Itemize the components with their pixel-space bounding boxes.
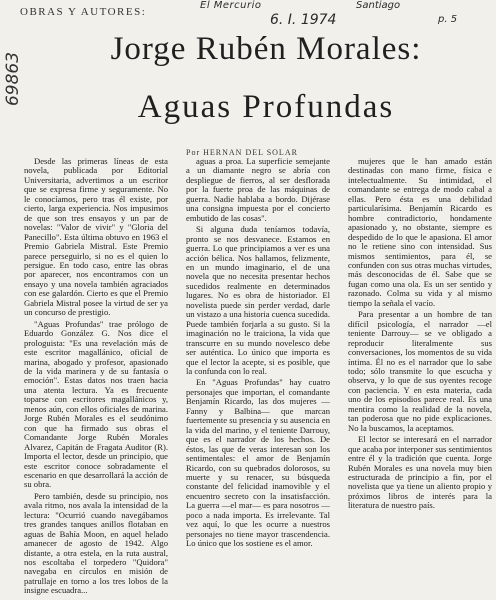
handwritten-newspaper-name: El Mercurio xyxy=(200,0,262,11)
article-column-3 xyxy=(348,157,492,598)
article-column-2 xyxy=(186,157,330,598)
paragraph: Para presentar a un hombre de tan difícil psicología, el narrador —el teniente Darrouy— se ve obligado a reproducir literalmente sus conversaciones, los momentos de su vida íntima. Él no es el narrador que lo sabe todo; sólo transmite lo que escucha y observa, y lo que de sus oyentes recoge con paciencia. Y en esta materia, cada uno de los episodios parece real. Es una mentira como la realidad de la novela, tan poderosa que no pide explicaciones. No la buscamos, la aceptamos. xyxy=(348,309,492,433)
paragraph: aguas a proa. La superficie semejante a un diamante negro se abría con despliegue de fierros, al ser desflorada por la fuerte proa de las máquinas de guerra. Nadie hablaba a bordo. Dijérase una consigna impuesta por el concierto embutido de las cosas". xyxy=(186,157,330,223)
article-title-line1: Jorge Rubén Morales: xyxy=(110,31,422,67)
paragraph: Desde las primeras líneas de esta novela, publicada por Editorial Universitaria, advertimos a un escritor que se expresa firme y seguramente. No le conocíamos, pero tras él existe, por cierto, larga experiencia. Nos impusimos de que son tres ensayos y un par de novelas: "Valor de vivir" y "Gloria del Panecillo". Esta última obtuvo en 1963 el Premio Gabriela Mistral. Este Premio parece perseguirlo, si no es el quien lo persigue. En todo caso, entre las obras por aparecer, nos encontramos con un ensayo y una novela también agraciados con ese galardón. Cierto es que el Premio Gabriela Mistral posee la virtud de ser ya un concurso de prestigio. xyxy=(24,157,168,318)
section-heading: OBRAS Y AUTORES: xyxy=(20,6,147,18)
handwritten-date: 6. I. 1974 xyxy=(270,12,337,28)
handwritten-page-number: p. 5 xyxy=(438,14,458,25)
paragraph: En "Aguas Profundas" hay cuatro personajes que importan, el comandante Benjamín Ricardo, las dos mujeres —Fanny y Balbina— que marcan fuertemente su presencia y su ausencia en la vida del marino, y el teniente Darrouy, que es el narrador de los hechos. De éstos, las que de veras interesan son los sentimentales: el amor de Benjamín Ricardo, con su quebrados dolorosos, su muerte y su renacer, su búsqueda constante del felicidad inamovible y el encuentro secreto con la insatisfacción. La guerra —el mar— es para nosotros —poco a nada importa. Es irrelevante. Tal vez aquí, lo que les ocurre a nuestros personajes no tiene mayor trascendencia. Lo único que los sostiene es el amor. xyxy=(186,377,330,549)
paragraph: Si alguna duda teníamos todavía, pronto se nos desvanece. Estamos en guerra. Lo que principiamos a ver es una acción bélica. Nos hallamos, felizmente, en un mundo imaginario, el de una novela que no necesita presentar hechos sucedidos realmente en determinados lugares. No es obra de historiador. El novelista puede sin perder verdad, darle un vistazo a una historia cuenca sucedida. Puede también forjarla a su gusto. Si la imaginación no le traiciona, la vida que transcurre en su mundo novelesco debe ser auténtica. Lo único que importa es que el lector la acepte, si es posible, que la confunda con lo real. xyxy=(186,224,330,376)
paragraph: mujeres que le han amado están destinadas con mano firme, física e intelectualmente. Su intimidad, el comandante se entrega de modo cabal a ellas. Pero ésta es una debilidad particularísima. Benjamín Ricardo es hombre contradictorio, hondamente apasionado y, no obstante, siempre es despedido de lo que le apasiona. El amor no le retiene sino con intensidad. Sus mismos sentimientos, para él, se confunden con sus otras muchas virtudes, más desconocidas de él. Sabe que se fugan como una ola. Es un ser sentido y razonado. Colma su vida y al mismo tiempo la señala el vacío. xyxy=(348,157,492,308)
paragraph: "Aguas Profundas" trae prólogo de Eduardo González G. Nos dice el prologuista: "Es una revelación más de este escritor magallánico, oficial de marina, abogado y profesor, apasionado de la vida marinera y de su fantasía o emoción". Estas datos nos traen hacia una atenta lectura. Ya es frecuente toparse con escritores magallánicos y, menos aún, con ellos oficiales de marina. Jorge Rubén Morales es el seudónimo con que ha firmado sus obras el Comandante Jorge Rubén Morales Alvarez, Capitán de Fragata Auditor (R). Importa el lector, desde un principio, que este escritor conoce sobradamente el escenario en que desarrollará la acción de su obra. xyxy=(24,318,168,490)
article-column-1 xyxy=(24,157,168,598)
article-byline: Por HERNAN DEL SOLAR xyxy=(186,148,298,157)
paragraph: El lector se interesará en el narrador que acaba por interponer sus sentimientos entre él y la tradición que cuenta. Jorge Rubén Morales es una novela muy bien estructurada de principio a fin, por el novelista que ya tiene un aliento propio y próximos libros de interés para la literatura de nuestro país. xyxy=(348,434,492,511)
catalog-number xyxy=(2,20,24,138)
article-title-line2: Aguas Profundas xyxy=(137,89,395,125)
paragraph: Pero también, desde su principio, nos avala ritmo, nos avala la intensidad de la lectura: "Ocurrió cuando navegábamos tres grandes tanques anillos flotaban en aguas de Bahía Moon, en aquel helado amanecer de agosto de 1942. Algo distante, a otra estela, en la ruta austral, nos escoltaba el torpedero "Quidora" navegaba en círculos en misión de patrullaje en torno a los tres lobos de la insigne escuadra... xyxy=(24,490,168,596)
article-body xyxy=(24,157,492,598)
catalog-number-text: 69863 xyxy=(3,51,23,107)
handwritten-city: Santiago xyxy=(356,0,401,11)
